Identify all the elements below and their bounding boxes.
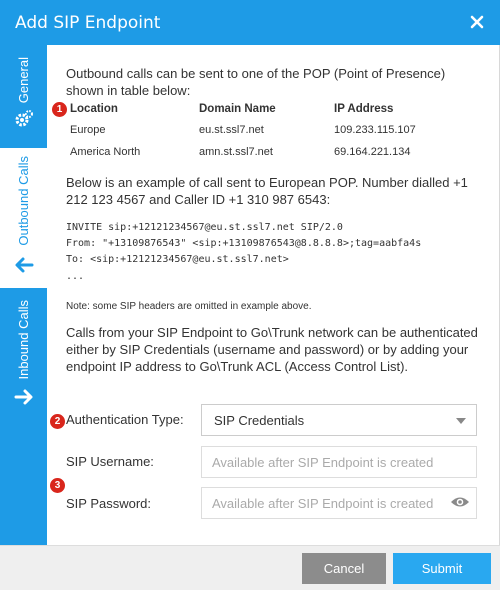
submit-button[interactable]: Submit bbox=[393, 553, 491, 584]
arrow-left-icon bbox=[14, 256, 34, 274]
example-text: Below is an example of call sent to European POP. Number dialled +1 212 123 4567 and Caller ID +1 310 987 6543: bbox=[66, 175, 468, 207]
tab-outbound-calls[interactable] bbox=[0, 148, 47, 288]
tab-inbound-label: Inbound Calls bbox=[16, 300, 31, 380]
dialog-header bbox=[0, 0, 500, 45]
tab-general-label: General bbox=[16, 57, 31, 104]
sip-username-label: SIP Username: bbox=[66, 454, 154, 469]
column-header-ip: IP Address bbox=[334, 103, 394, 115]
note-text: Note: some SIP headers are omitted in example above. bbox=[66, 301, 312, 312]
step-badge-3: 3 bbox=[50, 478, 65, 493]
table-cell-ip: 69.164.221.134 bbox=[334, 146, 411, 158]
sip-example-line: INVITE sip:+12121234567@eu.st.ssl7.net SIP/2.0 bbox=[66, 222, 343, 233]
eye-icon[interactable] bbox=[450, 495, 470, 509]
table-cell-location: America North bbox=[70, 146, 141, 158]
column-header-location: Location bbox=[70, 103, 118, 115]
sip-example-line: From: "+13109876543" <sip:+13109876543@8.8.8.8>;tag=aabfa4s bbox=[66, 238, 422, 249]
table-cell-domain: amn.st.ssl7.net bbox=[199, 146, 273, 158]
column-header-domain: Domain Name bbox=[199, 103, 276, 115]
tab-inbound-calls[interactable] bbox=[0, 288, 47, 418]
step-badge-2: 2 bbox=[50, 414, 65, 429]
cancel-button[interactable]: Cancel bbox=[302, 553, 386, 584]
caret-down-icon bbox=[456, 418, 466, 424]
arrow-right-icon bbox=[14, 388, 34, 406]
auth-type-value: SIP Credentials bbox=[214, 412, 305, 428]
sip-example-line: ... bbox=[66, 271, 85, 282]
table-cell-domain: eu.st.ssl7.net bbox=[199, 124, 264, 136]
intro-text: Outbound calls can be sent to one of the POP (Point of Presence) shown in table below: bbox=[66, 66, 446, 98]
sip-password-label: SIP Password: bbox=[66, 496, 152, 511]
close-icon[interactable] bbox=[466, 11, 488, 33]
gear-icon bbox=[14, 109, 34, 129]
side-tabs bbox=[0, 45, 47, 545]
tab-outbound-label: Outbound Calls bbox=[16, 156, 31, 246]
dialog-title: Add SIP Endpoint bbox=[15, 12, 161, 33]
outbound-calls-panel bbox=[47, 45, 500, 545]
table-cell-location: Europe bbox=[70, 124, 106, 136]
auth-type-select[interactable] bbox=[201, 404, 477, 436]
auth-info-text: Calls from your SIP Endpoint to Go\Trunk network can be authenticated either by SIP Credentials (username and password) or by adding your endpoint IP address to Go\Trunk ACL (Access Control List). bbox=[66, 325, 478, 374]
tab-general[interactable] bbox=[0, 45, 47, 148]
sip-password-input[interactable] bbox=[201, 487, 477, 519]
auth-type-label: Authentication Type: bbox=[66, 412, 184, 427]
dialog-footer bbox=[0, 545, 500, 590]
table-cell-ip: 109.233.115.107 bbox=[334, 124, 416, 136]
sip-username-input[interactable] bbox=[201, 446, 477, 478]
sip-example-line: To: <sip:+12121234567@eu.st.ssl7.net> bbox=[66, 254, 289, 265]
step-badge-1: 1 bbox=[52, 102, 67, 117]
